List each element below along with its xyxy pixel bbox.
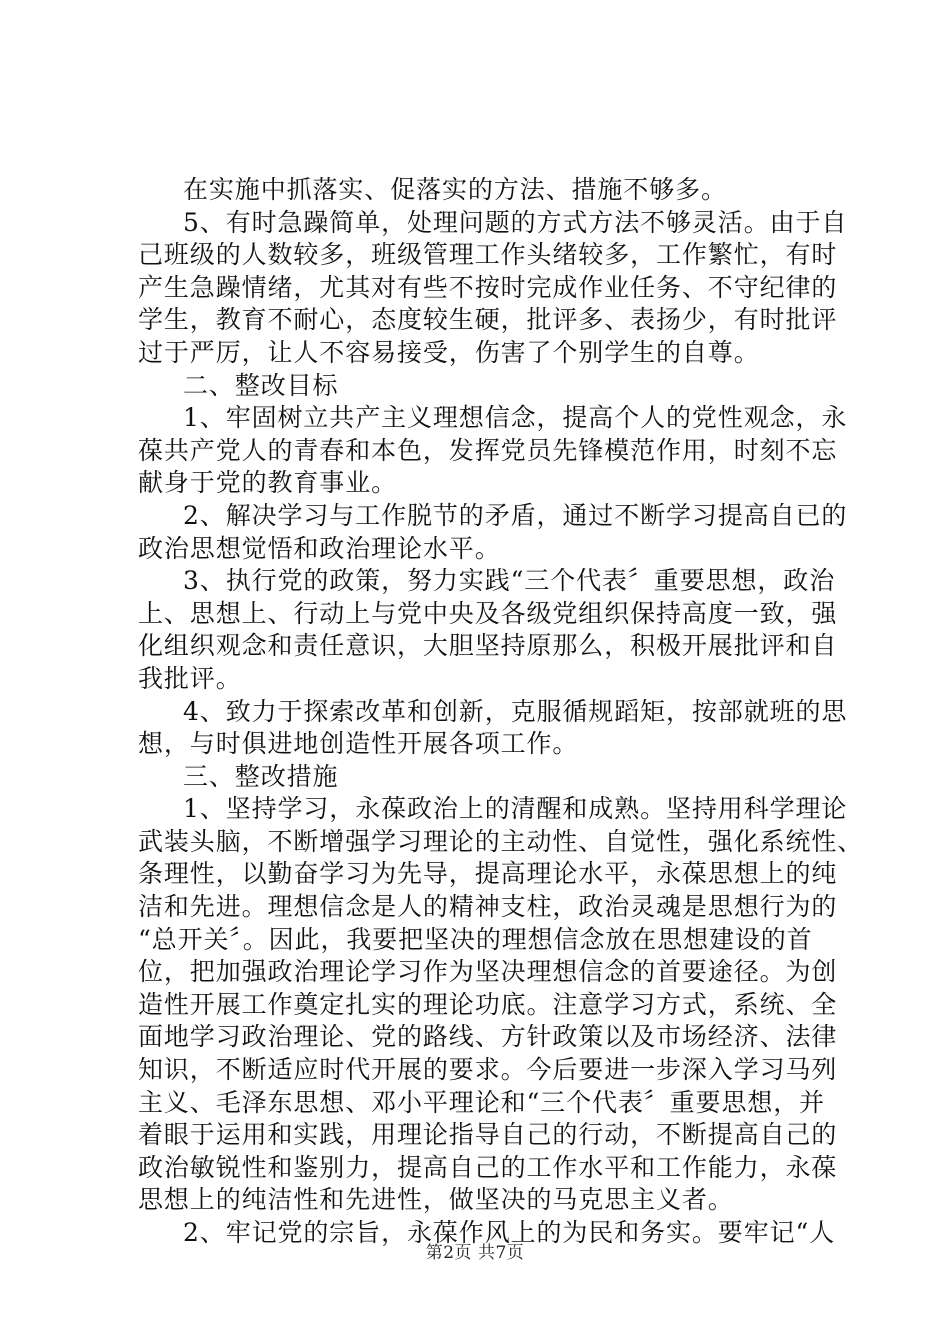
text-line: 3、执行党的政策，努力实践“三个代表〞重要思想，政治	[183, 566, 836, 596]
text-line: 产生急躁情绪，尤其对有些不按时完成作业任务、不守纪律的	[138, 272, 838, 302]
text-line: 造性开展工作奠定扎实的理论功底。注意学习方式，系统、全	[138, 989, 838, 1019]
text-line: 位，把加强政治理论学习作为坚决理想信念的首要途径。为创	[138, 957, 838, 987]
text-line: 上、思想上、行动上与党中央及各级党组织保持高度一致，强	[138, 598, 838, 628]
text-line: 政治思想觉悟和政治理论水平。	[138, 533, 501, 563]
text-line: 过于严厉，让人不容易接受，伤害了个别学生的自尊。	[138, 337, 760, 367]
text-line: 己班级的人数较多，班级管理工作头绪较多，工作繁忙，有时	[138, 240, 838, 270]
text-line: 政治敏锐性和鉴别力，提高自己的工作水平和工作能力，永葆	[138, 1152, 838, 1182]
text-line: 学生，教育不耐心，态度较生硬，批评多、表扬少，有时批评	[138, 305, 838, 335]
text-line: 葆共产党人的青春和本色，发挥党员先锋模范作用，时刻不忘	[138, 435, 838, 465]
text-line: 2、牢记党的宗旨，永葆作风上的为民和务实。要牢记“人	[183, 1218, 836, 1247]
text-line: 1、坚持学习，永葆政治上的清醒和成熟。坚持用科学理论	[183, 794, 848, 824]
text-line: 在实施中抓落实、促落实的方法、措施不够多。	[183, 175, 727, 204]
text-line: “总开关〞。因此，我要把坚决的理想信念放在思想建设的首	[138, 924, 813, 954]
text-line: 主义、毛泽东思想、邓小平理论和“三个代表〞重要思想，并	[138, 1087, 826, 1117]
text-line: 思想上的纯洁性和先进性，做坚决的马克思主义者。	[138, 1185, 734, 1215]
text-line: 想，与时俱进地创造性开展各项工作。	[138, 729, 579, 759]
text-line: 着眼于运用和实践，用理论指导自己的行动，不断提高自己的	[138, 1120, 838, 1150]
text-line: 2、解决学习与工作脱节的矛盾，通过不断学习提高自已的	[183, 500, 848, 530]
text-line: 知识，不断适应时代开展的要求。今后要进一步深入学习马列	[138, 1055, 838, 1085]
text-line: 武装头脑，不断增强学习理论的主动性、自觉性，强化系统性、	[138, 826, 864, 856]
text-line: 1、牢固树立共产主义理想信念，提高个人的党性观念，永	[183, 403, 848, 433]
text-line: 4、致力于探索改革和创新，克服循规蹈矩，按部就班的思	[183, 696, 848, 726]
text-line: 面地学习政治理论、党的路线、方针政策以及市场经济、法律	[138, 1022, 838, 1052]
text-line: 洁和先进。理想信念是人的精神支柱，政治灵魂是思想行为的	[138, 892, 838, 922]
text-line: 献身于党的教育事业。	[138, 468, 398, 498]
text-line: 化组织观念和责任意识，大胆坚持原那么，积极开展批评和自	[138, 631, 838, 661]
text-line: 二、整改目标	[183, 370, 339, 400]
text-line: 条理性，以勤奋学习为先导，提高理论水平，永葆思想上的纯	[138, 859, 838, 889]
text-line: 我批评。	[138, 663, 242, 693]
text-line: 5、有时急躁简单，处理问题的方式方法不够灵活。由于自	[183, 207, 848, 237]
document-body	[138, 174, 864, 1250]
text-line: 三、整改措施	[183, 761, 339, 791]
page-number-footer: 第2页 共7页	[425, 1243, 525, 1263]
